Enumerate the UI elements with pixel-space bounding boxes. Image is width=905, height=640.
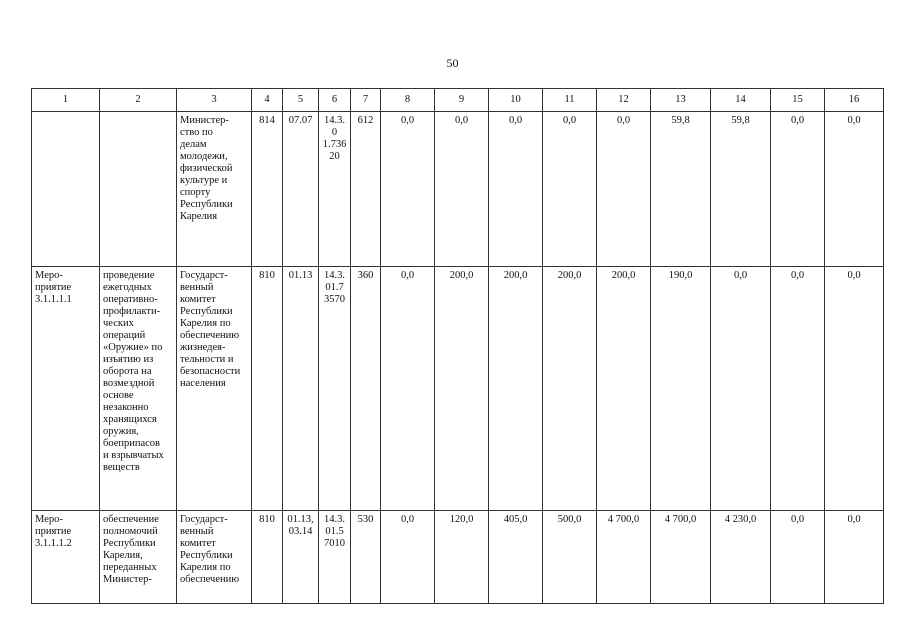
grbs-cell: 814: [252, 112, 283, 267]
grbs-cell: 810: [252, 267, 283, 511]
value-cell: 4 230,0: [711, 511, 771, 604]
column-header: 16: [825, 89, 884, 112]
column-header: 13: [651, 89, 711, 112]
column-header: 10: [489, 89, 543, 112]
value-cell: 0,0: [825, 112, 884, 267]
column-header: 11: [543, 89, 597, 112]
value-cell: 59,8: [711, 112, 771, 267]
column-header: 2: [100, 89, 177, 112]
value-cell: 0,0: [711, 267, 771, 511]
column-header: 9: [435, 89, 489, 112]
executor-cell: Министер- ство по делам молодежи, физической культуре и спорту Республики Карелия: [177, 112, 252, 267]
column-header: 14: [711, 89, 771, 112]
value-cell: 0,0: [489, 112, 543, 267]
column-header: 7: [351, 89, 381, 112]
value-cell: 500,0: [543, 511, 597, 604]
value-cell: 4 700,0: [651, 511, 711, 604]
event-description-cell: обеспечение полномочий Республики Карелия, переданных Министер-: [100, 511, 177, 604]
table-row: [32, 112, 884, 267]
target-article-cell: 14.3. 01.7 3570: [319, 267, 351, 511]
value-cell: 0,0: [381, 511, 435, 604]
value-cell: 0,0: [597, 112, 651, 267]
executor-cell: Государст- венный комитет Республики Карелия по обеспечению: [177, 511, 252, 604]
section-cell: 01.13: [283, 267, 319, 511]
value-cell: 200,0: [543, 267, 597, 511]
value-cell: 200,0: [597, 267, 651, 511]
page-number: 50: [446, 56, 459, 70]
target-article-cell: 14.3. 01.5 7010: [319, 511, 351, 604]
value-cell: 0,0: [381, 112, 435, 267]
value-cell: 0,0: [825, 511, 884, 604]
value-cell: 0,0: [771, 511, 825, 604]
table-row: [32, 267, 884, 511]
section-cell: 07.07: [283, 112, 319, 267]
section-cell: 01.13, 03.14: [283, 511, 319, 604]
table-row: [32, 511, 884, 604]
header-row: [32, 89, 884, 112]
value-cell: 0,0: [825, 267, 884, 511]
column-header: 5: [283, 89, 319, 112]
expense-type-cell: 612: [351, 112, 381, 267]
value-cell: 405,0: [489, 511, 543, 604]
column-header: 12: [597, 89, 651, 112]
column-header: 1: [32, 89, 100, 112]
event-code-cell: Меро- приятие 3.1.1.1.1: [32, 267, 100, 511]
budget-table: [31, 88, 884, 604]
expense-type-cell: 530: [351, 511, 381, 604]
value-cell: 0,0: [771, 112, 825, 267]
target-article-cell: 14.3.0 1.736 20: [319, 112, 351, 267]
value-cell: 4 700,0: [597, 511, 651, 604]
value-cell: 200,0: [435, 267, 489, 511]
column-header: 15: [771, 89, 825, 112]
event-code-cell: Меро- приятие 3.1.1.1.2: [32, 511, 100, 604]
value-cell: 0,0: [543, 112, 597, 267]
value-cell: 200,0: [489, 267, 543, 511]
value-cell: 0,0: [435, 112, 489, 267]
column-header: 8: [381, 89, 435, 112]
expense-type-cell: 360: [351, 267, 381, 511]
value-cell: 120,0: [435, 511, 489, 604]
value-cell: 0,0: [771, 267, 825, 511]
column-header: 6: [319, 89, 351, 112]
value-cell: 0,0: [381, 267, 435, 511]
event-description-cell: проведение ежегодных оперативно- профилакти- ческих операций «Оружие» по изъятию из оборота на возмездной основе незаконно хранящихся оружия, боеприпасов и взрывчатых веществ: [100, 267, 177, 511]
grbs-cell: 810: [252, 511, 283, 604]
value-cell: 190,0: [651, 267, 711, 511]
event-code-cell: [32, 112, 100, 267]
column-header: 3: [177, 89, 252, 112]
column-header: 4: [252, 89, 283, 112]
executor-cell: Государст- венный комитет Республики Карелия по обеспечению жизнедея- тельности и безопасности населения: [177, 267, 252, 511]
value-cell: 59,8: [651, 112, 711, 267]
event-description-cell: [100, 112, 177, 267]
